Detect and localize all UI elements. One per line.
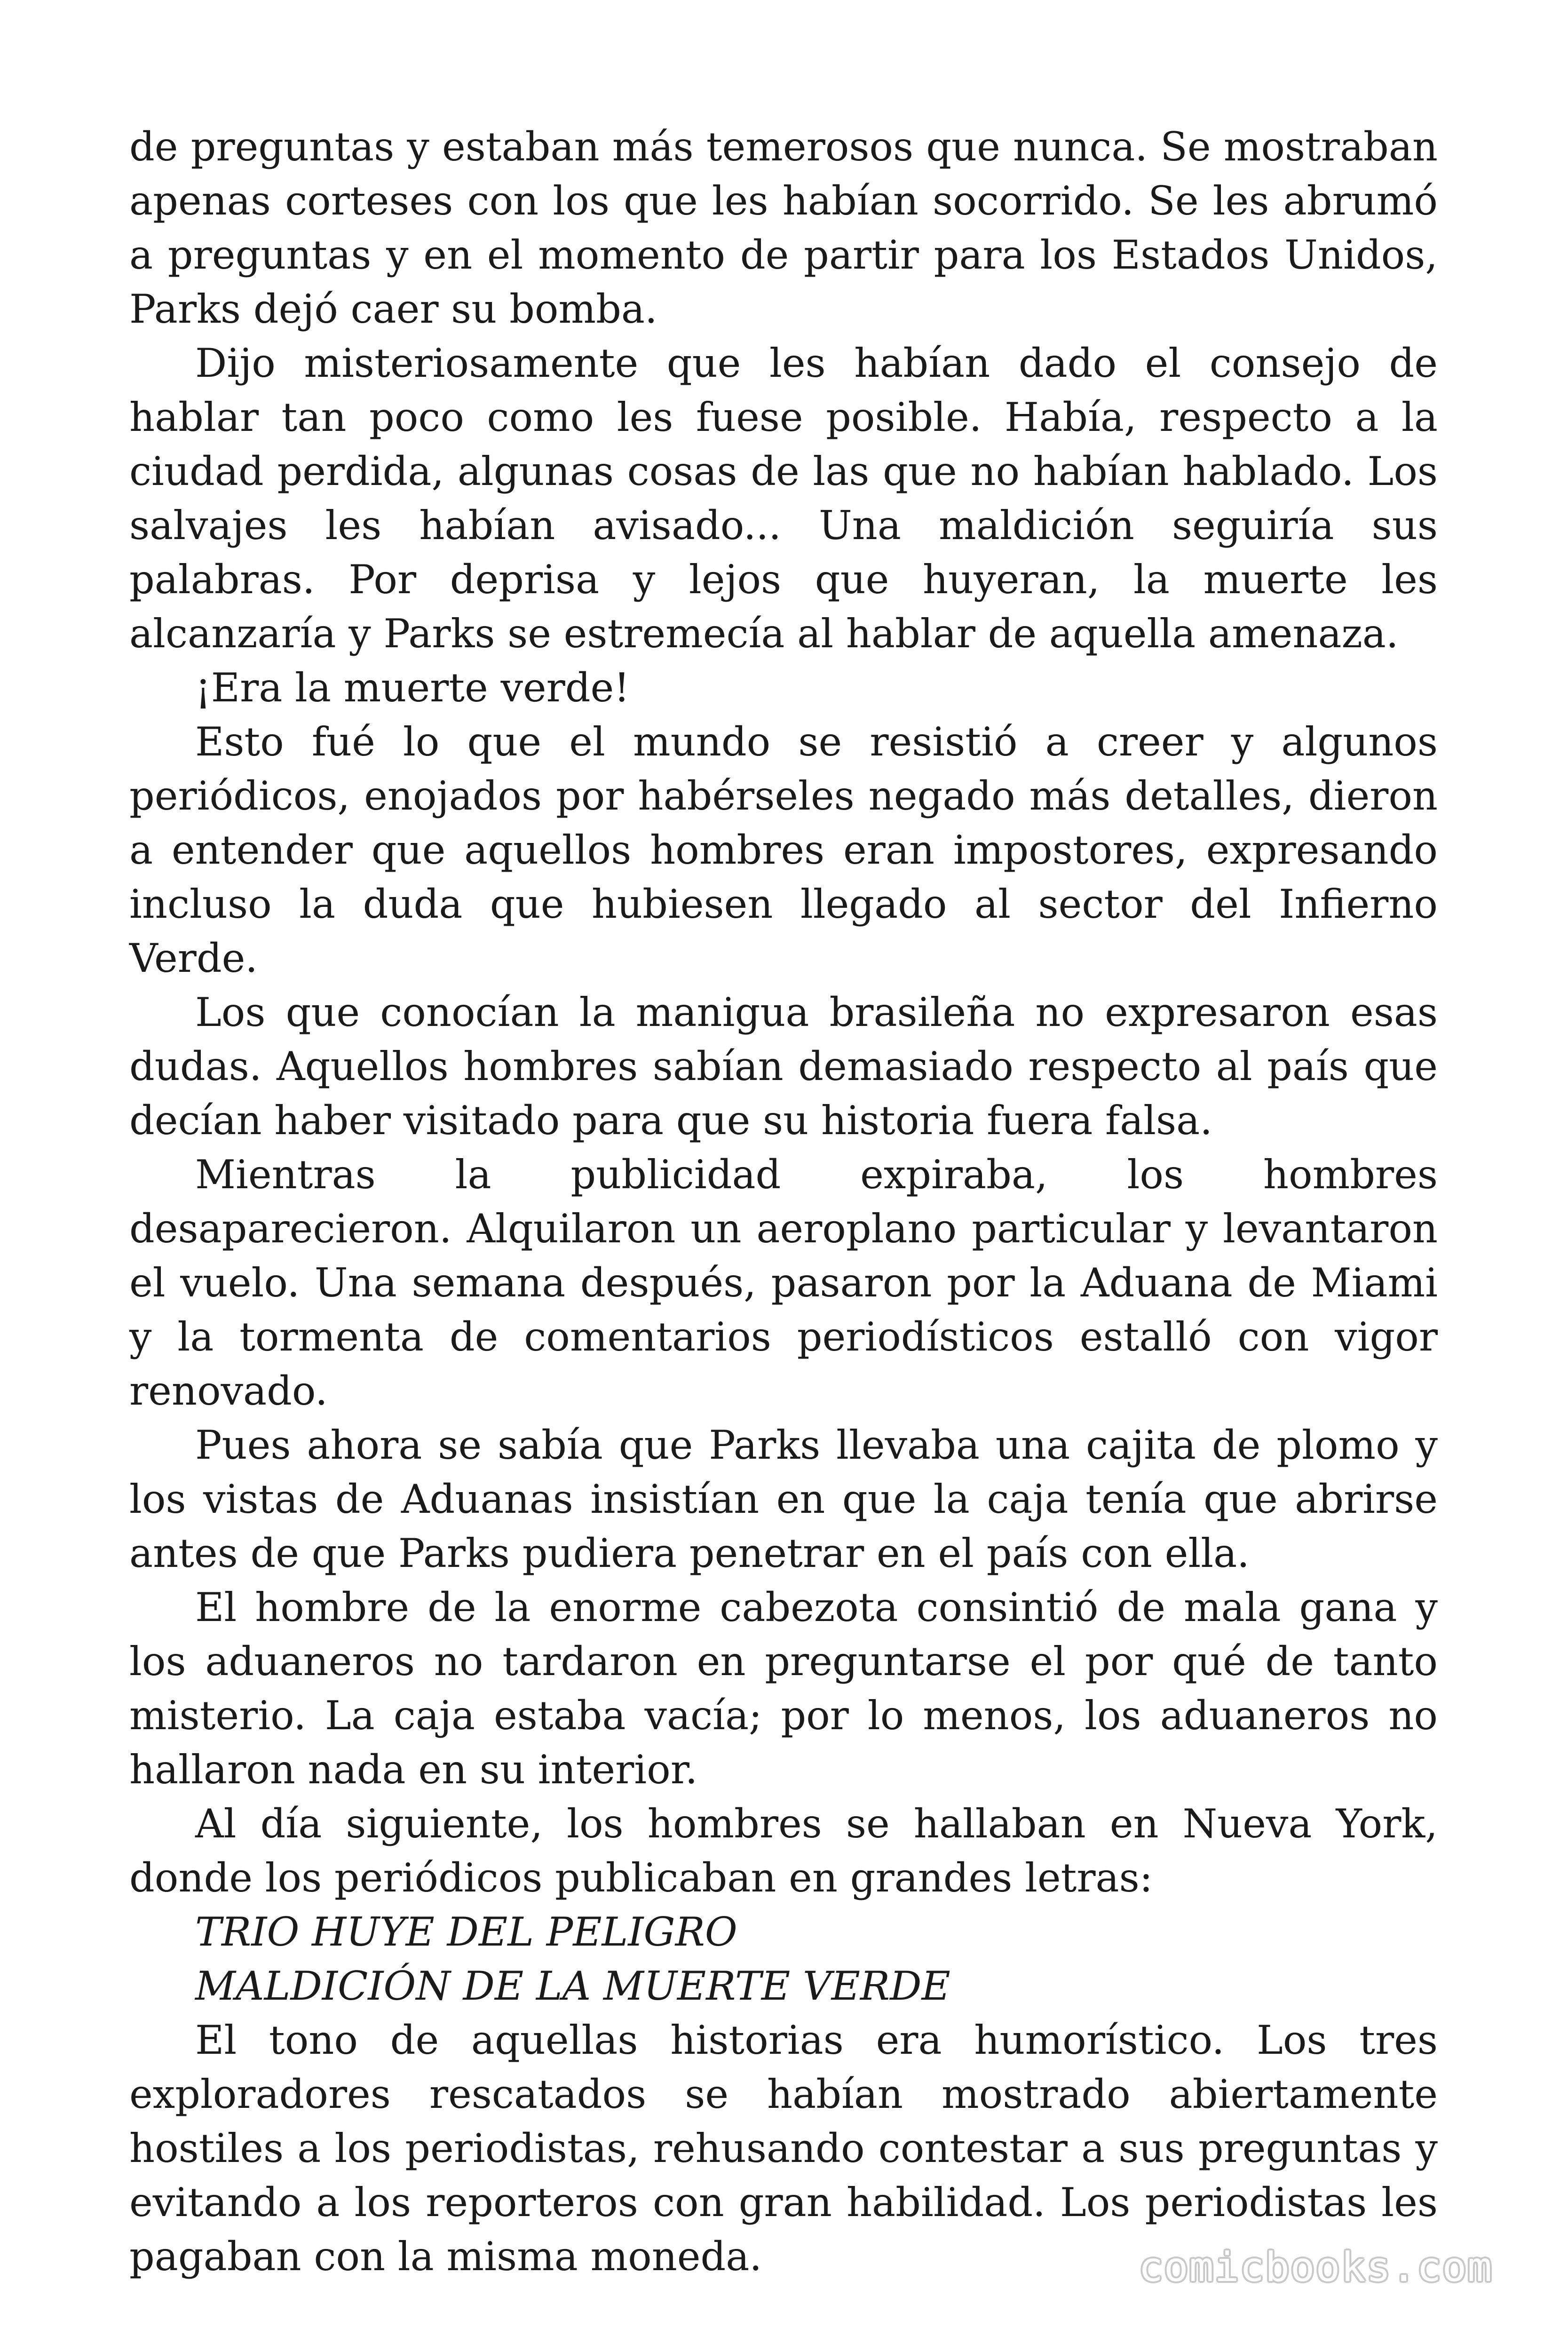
paragraph: Esto fué lo que el mundo se resistió a creer y algunos periódicos, enojados por habérseles negado más detalles, dieron a entender que aquellos hombres eran impostores, expresando incluso la duda que hubiesen llegado al sector del Infierno Verde. <box>129 719 1438 981</box>
paragraph: Dijo misteriosamente que les habían dado el consejo de hablar tan poco como les fuese posible. Había, respecto a la ciudad perdida, algunas cosas de las que no habían hablado. Los salvajes les habían avisado... Una maldición seguiría sus palabras. Por deprisa y lejos que huyeran, la muerte les alcanzaría y Parks se estremecía al hablar de aquella amenaza. <box>129 340 1438 657</box>
paragraph: Al día siguiente, los hombres se hallaban en Nueva York, donde los periódicos publicaban en grandes letras: <box>129 1801 1438 1901</box>
paragraph: El hombre de la enorme cabezota consintió de mala gana y los aduaneros no tardaron en preguntarse el por qué de tanto misterio. La caja estaba vacía; por lo menos, los aduaneros no hallaron nada en su interior. <box>129 1584 1438 1793</box>
page-body <box>129 120 1438 2284</box>
paragraph: ¡Era la muerte verde! <box>195 665 630 711</box>
paragraph: El tono de aquellas historias era humorístico. Los tres exploradores rescatados se habían mostrado abiertamente hostiles a los periodistas, rehusando contestar a sus preguntas y evitando a los reporteros con gran habilidad. Los periodistas les pagaban con la misma moneda. <box>129 2017 1438 2280</box>
paragraph: Los que conocían la manigua brasileña no expresaron esas dudas. Aquellos hombres sabían demasiado respecto al país que decían haber visitado para que su historia fuera falsa. <box>129 989 1438 1144</box>
paragraph: Mientras la publicidad expiraba, los hombres desaparecieron. Alquilaron un aeroplano particular y levantaron el vuelo. Una semana después, pasaron por la Aduana de Miami y la tormenta de comentarios periodísticos estalló con vigor renovado. <box>129 1152 1438 1414</box>
newspaper-headline: MALDICIÓN DE LA MUERTE VERDE <box>195 1963 950 2009</box>
watermark: comicbooks.com <box>1139 2244 1493 2291</box>
newspaper-headline: TRIO HUYE DEL PELIGRO <box>195 1909 737 1955</box>
paragraph: Pues ahora se sabía que Parks llevaba una cajita de plomo y los vistas de Aduanas insistían en que la caja tenía que abrirse antes de que Parks pudiera penetrar en el país con ella. <box>129 1422 1438 1576</box>
paragraph: de preguntas y estaban más temerosos que nunca. Se mostraban apenas corteses con los que les habían socorrido. Se les abrumó a preguntas y en el momento de partir para los Estados Unidos, Parks dejó caer su bomba. <box>129 124 1438 332</box>
